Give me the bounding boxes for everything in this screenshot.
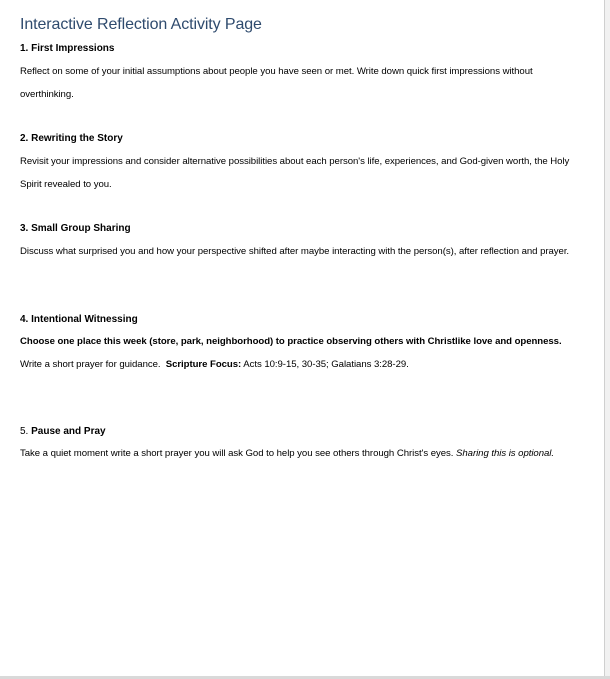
page-edge-shadow-right (605, 0, 610, 679)
section-2-heading: 2. Rewriting the Story (20, 133, 123, 144)
section-4-heading: 4. Intentional Witnessing (20, 314, 138, 325)
section-4-body (20, 330, 580, 376)
scripture-refs: Acts 10:9-15, 30-35; Galatians 3:28-29. (241, 359, 409, 370)
section-1-body: Reflect on some of your initial assumptions about people you have seen or met. Write down quick first impressions without overthinking. (20, 66, 533, 100)
scripture-focus-label: Scripture Focus: (165, 359, 242, 370)
section-5-heading (20, 426, 106, 437)
section-1-heading: 1. First Impressions (20, 43, 115, 54)
section-3-body: Discuss what surprised you and how your perspective shifted after maybe interacting with the person(s), after reflection and prayer. (20, 246, 570, 257)
section-5-body-italic: Sharing this is optional. (456, 448, 554, 459)
section-3-heading: 3. Small Group Sharing (20, 223, 131, 234)
section-5-body (20, 442, 580, 465)
section-2-body: Revisit your impressions and consider alternative possibilities about each person's life, experiences, and God-given worth, the Holy Spirit revealed to you. (20, 156, 570, 190)
section-5-heading-number: 5. (20, 426, 29, 437)
section-5-heading-text: Pause and Pray (28, 426, 106, 437)
page-title: Interactive Reflection Activity Page (20, 16, 262, 33)
section-5-body-regular: Take a quiet moment write a short prayer you will ask God to help you see others through Christ's eyes. (20, 448, 457, 459)
section-4-body-regular: Write a short prayer for guidance. (20, 359, 161, 370)
section-4-body-bold: Choose one place this week (store, park, neighborhood) to practice observing others with Christlike love and openness. (20, 336, 562, 347)
